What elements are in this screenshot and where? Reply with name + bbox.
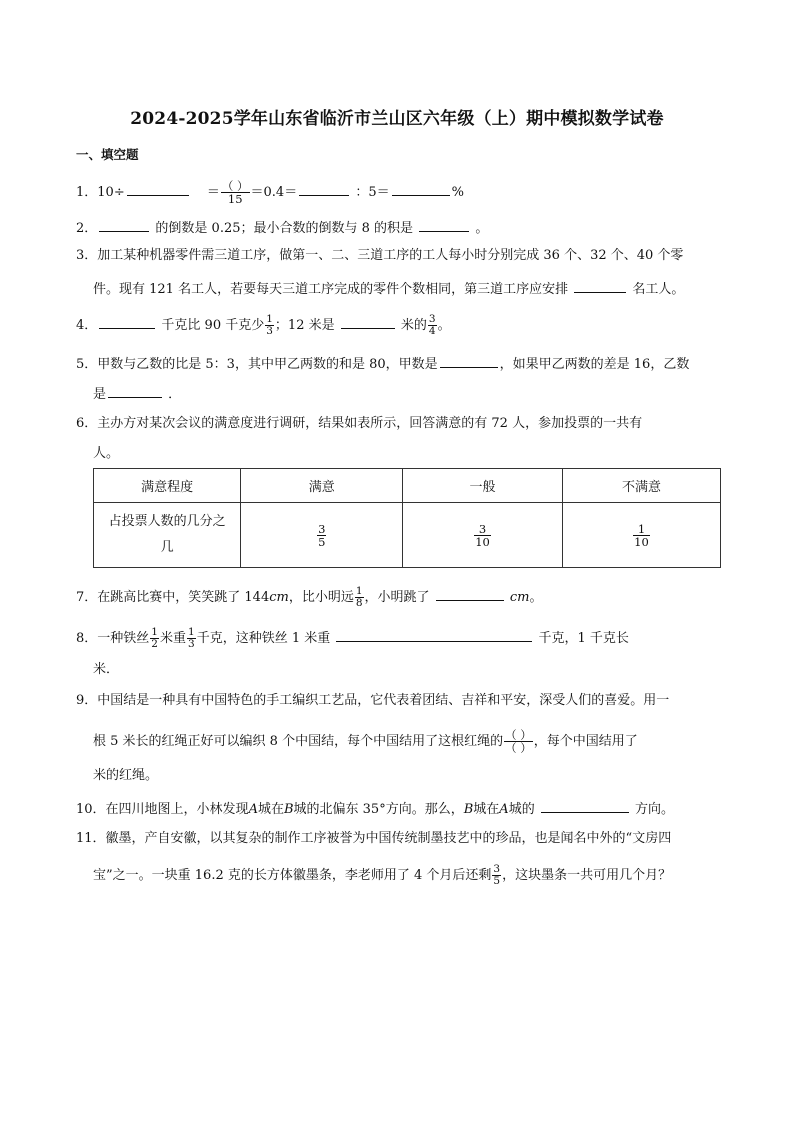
q7-text: ，小明跳了: [364, 590, 430, 605]
question-9: [76, 693, 726, 709]
q5-text: 甲数与乙数的比是 5：3，其中甲乙两数的和是 80，甲数是: [97, 357, 438, 372]
table-cell: [241, 503, 403, 568]
q1-text: ＝0.4＝: [250, 185, 298, 200]
city-label: A: [499, 802, 509, 817]
answer-blank[interactable]: [99, 218, 149, 232]
question-number: 9．: [76, 693, 98, 708]
answer-blank[interactable]: [419, 218, 469, 232]
fraction-numerator: 1: [355, 585, 363, 597]
q3-line1: 加工某种机器零件需三道工序，做第一、二、三道工序的工人每小时分别完成 36 个、32 个、40 个零: [97, 248, 684, 263]
q5-text: ，如果甲乙两数的差是 16，乙数: [499, 357, 690, 372]
question-11-cont: [93, 864, 723, 887]
question-6: [76, 416, 726, 432]
question-3-cont: [93, 279, 723, 298]
q8-text: 千克，1 千克长: [538, 631, 629, 646]
question-8-cont: [93, 662, 723, 678]
q10-text: 城在: [257, 802, 284, 817]
fraction-numerator: 3: [428, 313, 436, 325]
question-number: 7．: [76, 590, 98, 605]
fraction-numerator: 3: [478, 521, 487, 536]
table-header-cell: 满意程度: [94, 469, 241, 503]
fraction: [474, 523, 491, 548]
table-header-cell: 不满意: [562, 469, 720, 503]
fraction-denominator: 8: [355, 597, 363, 609]
table-header-cell: 满意: [241, 469, 403, 503]
q4-text: 。: [437, 318, 451, 333]
section-heading: 一、填空题: [76, 147, 139, 162]
question-10: [76, 799, 726, 818]
fraction-denominator: 15: [221, 192, 250, 205]
question-number: 2．: [76, 221, 98, 236]
fraction-denominator: 3: [188, 638, 195, 650]
question-number: 6．: [76, 416, 98, 431]
q6-line2: 人。: [93, 446, 120, 461]
q2-text: 。: [475, 221, 489, 236]
fraction: [187, 627, 196, 650]
fraction-numerator: 3: [493, 863, 501, 875]
fraction: [492, 864, 501, 887]
q2-text: 的倒数是 0.25；最小合数的倒数与 8 的积是: [155, 221, 414, 236]
answer-blank[interactable]: [336, 628, 532, 642]
answer-blank[interactable]: [99, 315, 155, 329]
table-cell: [403, 503, 563, 568]
q10-text: 方向。: [634, 802, 674, 817]
answer-blank[interactable]: [574, 279, 626, 293]
fraction: [221, 180, 250, 205]
question-number: 11．: [76, 831, 106, 846]
q8-text: 一种铁丝: [97, 631, 150, 646]
question-7: [76, 586, 726, 609]
q5-text: 是: [93, 387, 107, 402]
city-label: B: [283, 802, 294, 817]
question-5-cont: [93, 384, 723, 403]
fraction-denominator: 10: [475, 534, 490, 549]
fraction-denominator: 5: [318, 534, 326, 549]
q1-text: ：5＝: [355, 185, 390, 200]
fraction-numerator: （ ）: [505, 728, 532, 742]
q9-line3: 米的红绳。: [93, 768, 159, 783]
unit-cm: cm: [509, 590, 530, 605]
q1-text: ＝: [206, 185, 220, 200]
question-5: [76, 354, 726, 373]
question-9-cont: [93, 729, 723, 754]
q9-line2-end: ，每个中国结用了: [533, 734, 638, 749]
answer-blank[interactable]: [541, 799, 629, 813]
question-6-cont: [93, 446, 723, 462]
q8-line2: 米．: [93, 662, 120, 677]
q1-text: 10÷: [97, 185, 125, 200]
city-label: B: [463, 802, 474, 817]
q11-line2-end: ，这块墨条一共可用几个月？: [502, 868, 672, 883]
fraction-denominator: 5: [493, 875, 501, 887]
fraction-numerator: 1: [151, 626, 158, 638]
table-row-label: [94, 503, 241, 568]
row-label-line2: 几: [160, 540, 174, 555]
q4-text: 千克比 90 千克少: [161, 318, 265, 333]
table-cell: [562, 503, 720, 568]
question-number: 4．: [76, 318, 98, 333]
question-number: 5．: [76, 357, 98, 372]
fraction-numerator: （ ）: [221, 179, 249, 193]
answer-blank[interactable]: [108, 384, 162, 398]
question-1: [76, 180, 726, 205]
satisfaction-table: [93, 468, 721, 568]
q11-line2: 宝”之一。一块重 16.2 克的长方体徽墨条，李老师用了 4 个月后还剩: [93, 868, 492, 883]
fraction-denominator: 4: [428, 325, 436, 337]
question-8: [76, 627, 726, 650]
fraction-numerator: 1: [266, 313, 273, 325]
q4-text: ；12 米是: [274, 318, 335, 333]
q5-text: ．: [168, 387, 182, 402]
fraction-denominator: 3: [266, 325, 273, 337]
question-number: 3．: [76, 248, 98, 263]
q8-text: 米重: [159, 631, 186, 646]
question-11: [76, 831, 726, 847]
fraction: [265, 314, 274, 337]
fraction: [504, 729, 533, 754]
q9-line2: 根 5 米长的红绳正好可以编织 8 个中国结，每个中国结用了这根红绳的: [93, 734, 504, 749]
q8-text: 千克，这种铁丝 1 米重: [196, 631, 331, 646]
answer-blank[interactable]: [127, 182, 189, 196]
page-title: 2024-2025学年山东省临沂市兰山区六年级（上）期中模拟数学试卷: [130, 109, 664, 129]
answer-blank[interactable]: [440, 354, 498, 368]
q9-line1: 中国结是一种具有中国特色的手工编织工艺品，它代表着团结、吉祥和平安，深受人们的喜爱。用一: [97, 693, 670, 708]
fraction: [317, 523, 326, 548]
answer-blank[interactable]: [299, 182, 349, 196]
q11-line1: 徽墨，产自安徽，以其复杂的制作工序被誉为中国传统制墨技艺中的珍品，也是闻名中外的“文房四: [105, 831, 672, 846]
table-header-row: [94, 469, 721, 503]
city-label: A: [248, 802, 258, 817]
row-label-line1: 占投票人数的几分之: [108, 514, 226, 529]
question-number: 1．: [76, 185, 98, 200]
q10-text: 城的: [508, 802, 535, 817]
fraction-denominator: 10: [634, 534, 649, 549]
fraction-numerator: 1: [637, 521, 646, 536]
fraction: [633, 523, 650, 548]
table-header-cell: 一般: [403, 469, 563, 503]
q10-text: 城的北偏东 35°方向。那么，: [293, 802, 464, 817]
table-row: [94, 503, 721, 568]
q6-line1: 主办方对某次会议的满意度进行调研，结果如表所示，回答满意的有 72 人，参加投票的一共有: [97, 416, 643, 431]
question-number: 8．: [76, 631, 98, 646]
q4-text: 米的: [400, 318, 427, 333]
fraction-denominator: （ ）: [505, 741, 532, 755]
q10-text: 城在: [473, 802, 500, 817]
question-9-cont2: [93, 768, 723, 784]
question-number: 10．: [76, 802, 106, 817]
question-3: [76, 248, 726, 264]
unit-cm: cm: [269, 590, 289, 605]
answer-blank[interactable]: [436, 587, 504, 601]
q3-line2: 件。现有 121 名工人，若要每天三道工序完成的零件个数相同，第三道工序应安排: [93, 282, 569, 297]
question-4: [76, 314, 726, 337]
fraction-denominator: 2: [151, 638, 158, 650]
fraction: [150, 627, 159, 650]
q3-line2-end: 名工人。: [632, 282, 685, 297]
fraction-numerator: 1: [188, 626, 195, 638]
question-2: [76, 218, 726, 237]
q10-text: 在四川地图上，小林发现: [105, 802, 249, 817]
fraction-numerator: 3: [318, 521, 326, 536]
fraction: [428, 314, 437, 337]
q1-text: %: [451, 185, 464, 200]
q7-text: ，比小明远: [288, 590, 354, 605]
fraction: [355, 586, 364, 609]
q7-text: 在跳高比赛中，笑笑跳了 144: [97, 590, 270, 605]
answer-blank[interactable]: [341, 315, 395, 329]
answer-blank[interactable]: [392, 182, 450, 196]
q7-text: 。: [529, 590, 543, 605]
